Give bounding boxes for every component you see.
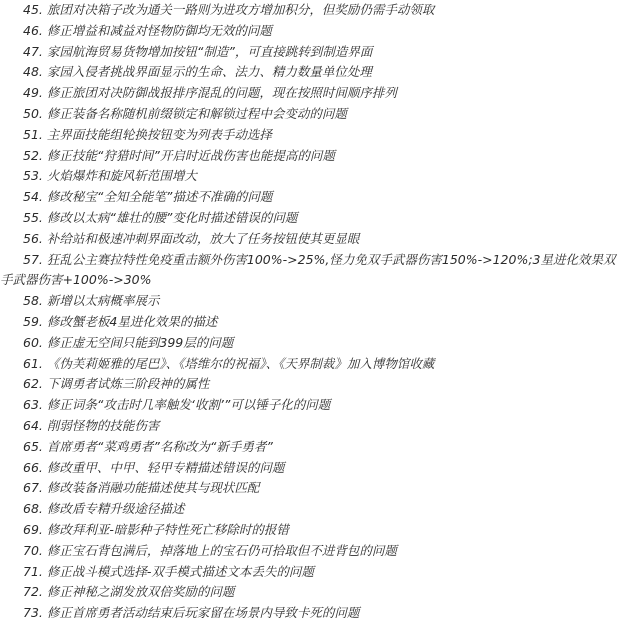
changelog-entry (0, 125, 627, 146)
changelog-entry (0, 437, 627, 458)
entry-number: 62. (23, 376, 43, 392)
entry-number: 70. (23, 542, 43, 558)
entry-number: 58. (23, 293, 43, 309)
entry-text: 补给站和极速冲刺界面改动，放大了任务按钮使其更显眼 (46, 230, 360, 246)
entry-text: 新增以太病概率展示 (46, 293, 160, 309)
entry-number: 46. (23, 22, 43, 38)
entry-number: 63. (23, 397, 43, 413)
entry-number: 60. (23, 334, 43, 350)
entry-text: 修改拜利亚-暗影种子特性死亡移除时的报错 (46, 521, 289, 537)
changelog-entry (0, 499, 627, 520)
changelog-entry (0, 21, 627, 42)
entry-text: 修正战斗模式选择-双手模式描述文本丢失的问题 (46, 563, 314, 579)
entry-number: 53. (23, 168, 43, 184)
changelog-entry (0, 62, 627, 83)
entry-number: 69. (23, 521, 43, 537)
changelog-entry (0, 541, 627, 562)
changelog-entry (0, 104, 627, 125)
entry-text: 修正增益和减益对怪物防御均无效的问题 (46, 22, 272, 38)
changelog-entry (0, 291, 627, 312)
entry-text: 修正旅团对决防御战报排序混乱的问题，现在按照时间顺序排列 (46, 85, 397, 101)
entry-text: 修改以太病“雄壮的腰”变化时描述错误的问题 (46, 209, 298, 225)
changelog-entry (0, 395, 627, 416)
changelog-entry (0, 582, 627, 603)
entry-number: 64. (23, 417, 43, 433)
changelog-entry (0, 166, 627, 187)
entry-number: 45. (23, 2, 43, 17)
entry-text: 削弱怪物的技能伤害 (46, 417, 160, 433)
entry-number: 56. (23, 230, 43, 246)
entry-text: 修改装备消融功能描述使其与现状匹配 (46, 480, 260, 496)
entry-number: 54. (23, 189, 43, 205)
entry-text: 修改秘宝“全知全能笔”描述不准确的问题 (46, 189, 273, 205)
changelog-entry (0, 208, 627, 229)
changelog-entry (0, 354, 627, 375)
entry-text: 修正虚无空间只能到399层的问题 (46, 334, 234, 350)
changelog-entry (0, 458, 627, 479)
changelog-entry (0, 146, 627, 167)
entry-text: 修正词条“攻击时几率触发‘收割’”可以锤子化的问题 (46, 397, 331, 413)
entry-text: 首席勇者“菜鸡勇者”名称改为“新手勇者” (46, 438, 273, 454)
entry-number: 65. (23, 438, 43, 454)
entry-text: 修正技能“狩猎时间”开启时近战伤害也能提高的问题 (46, 147, 335, 163)
entry-text: 主界面技能组轮换按钮变为列表手动选择 (46, 126, 272, 142)
entry-text: 狂乱公主赛拉特性免疫重击额外伤害100%->25%,怪力免双手武器伤害150%->120%;3星进化效果双手武器伤害+100%->30% (0, 251, 616, 288)
changelog-entry (0, 478, 627, 499)
entry-number: 55. (23, 209, 43, 225)
entry-text: 修改盾专精升级途径描述 (46, 501, 185, 517)
entry-text: 家园入侵者挑战界面显示的生命、法力、精力数量单位处理 (46, 64, 372, 80)
changelog-entry (0, 250, 627, 292)
changelog-entry (0, 374, 627, 395)
changelog-entry (0, 520, 627, 541)
changelog-entry (0, 83, 627, 104)
entry-number: 73. (23, 605, 43, 621)
entry-number: 68. (23, 501, 43, 517)
entry-text: 修正神秘之湖发放双倍奖励的问题 (46, 584, 235, 600)
entry-text: 火焰爆炸和旋风斩范围增大 (46, 168, 197, 184)
entry-number: 52. (23, 147, 43, 163)
changelog-entry (0, 562, 627, 583)
entry-number: 66. (23, 459, 43, 475)
changelog-entry (0, 603, 627, 624)
entry-number: 71. (23, 563, 43, 579)
entry-text: 修改重甲、中甲、轻甲专精描述错误的问题 (46, 459, 285, 475)
changelog-entry (0, 416, 627, 437)
entry-number: 57. (23, 251, 43, 267)
entry-number: 49. (23, 85, 43, 101)
entry-number: 72. (23, 584, 43, 600)
entry-text: 修正宝石背包满后，掉落地上的宝石仍可拾取但不进背包的问题 (46, 542, 397, 558)
changelog-entry (0, 312, 627, 333)
changelog-entry (0, 333, 627, 354)
entry-number: 48. (23, 64, 43, 80)
entry-number: 47. (23, 43, 43, 59)
entry-number: 51. (23, 126, 43, 142)
entry-text: 旅团对决箱子改为通关一路则为进攻方增加积分，但奖励仍需手动领取 (46, 2, 435, 17)
entry-text: 修正首席勇者活动结束后玩家留在场景内导致卡死的问题 (46, 605, 360, 621)
entry-text: 下调勇者试炼三阶段神的属性 (46, 376, 210, 392)
entry-text: 家园航海贸易货物增加按钮“制造”，可直接跳转到制造界面 (46, 43, 373, 59)
changelog-entry (0, 229, 627, 250)
changelog-entry (0, 0, 627, 21)
entry-number: 61. (23, 355, 43, 371)
changelog-entry (0, 42, 627, 63)
entry-number: 67. (23, 480, 43, 496)
entry-text: 修正装备名称随机前缀锁定和解锁过程中会变动的问题 (46, 105, 347, 121)
entry-text: 修改蟹老板4星进化效果的描述 (46, 313, 218, 329)
entry-text: 《伪芙莉姬雅的尾巴》、《塔维尔的祝福》、《天界制裁》加入博物馆收藏 (46, 355, 435, 371)
entry-number: 59. (23, 313, 43, 329)
entry-number: 50. (23, 105, 43, 121)
changelog-entry (0, 187, 627, 208)
